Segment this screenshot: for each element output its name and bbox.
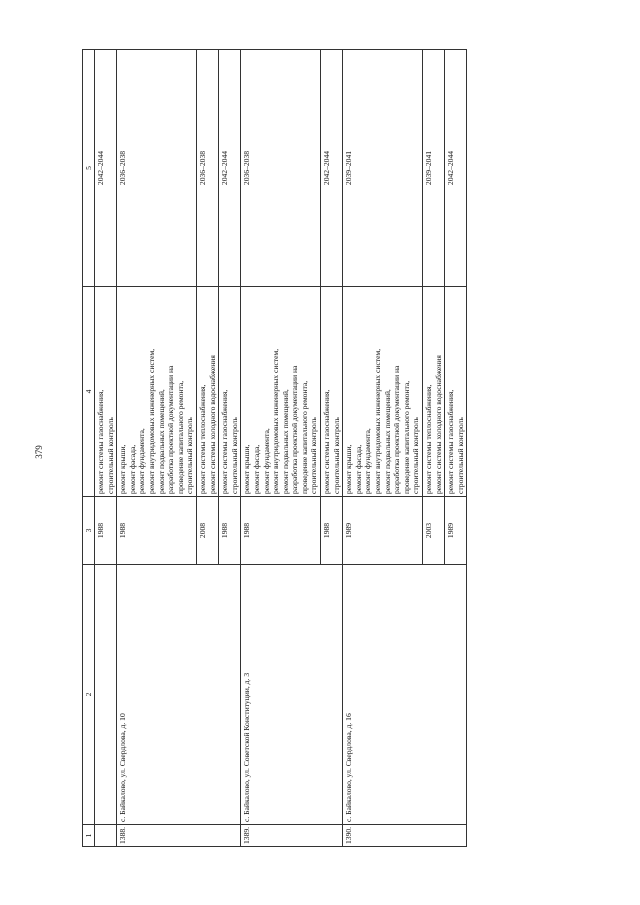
address-cell: с. Байкалово, ул. Советской Конституции, д. 3 [241,565,343,825]
work-item: ремонт системы теплоснабжения, [197,384,207,494]
work-item: ремонт системы теплоснабжения, [424,384,433,494]
works-cell [321,287,343,497]
work-item: разработка проектной документации на [392,365,402,494]
table-row [343,50,423,847]
work-item: ремонт фасада, [127,444,137,494]
works-cell [117,287,197,497]
table-body [95,50,467,847]
address-cell: с. Байкалово, ул. Свердлова, д. 10 [117,565,241,825]
work-item: строительный контроль [105,417,115,494]
build-year-cell: 2008 [196,497,218,565]
work-item: ремонт подвальных помещений, [280,389,290,494]
header-col-1: 1 [83,825,95,847]
period-cell: 2042–2044 [321,50,343,287]
rotated-table-container [82,50,562,847]
repair-schedule-table [82,49,467,847]
build-year-cell: 1989 [343,497,423,565]
header-col-3: 3 [83,497,95,565]
period-cell: 2036–2038 [196,50,218,287]
work-item: строительный контроль [185,417,195,494]
header-col-5: 5 [83,50,95,287]
build-year-cell: 2003 [423,497,445,565]
address-cell: с. Байкалово, ул. Свердлова, д. 16 [343,565,467,825]
period-cell: 2042–2044 [445,50,467,287]
work-item: строительный контроль [331,417,341,494]
work-item: ремонт фасада, [251,444,261,494]
work-item: разработка проектной документации на [290,365,300,494]
work-item: ремонт внутридомовых инженерных систем, [146,348,156,494]
works-cell [241,287,321,497]
work-item: проведение капитального ремонта, [175,380,185,494]
header-col-4: 4 [83,287,95,497]
table-row [95,50,117,847]
work-item: ремонт системы газоснабжения, [446,389,456,494]
work-item: ремонт подвальных помещений, [382,389,392,494]
work-item: строительный контроль [229,417,239,494]
period-cell: 2042–2044 [219,50,241,287]
build-year-cell: 1988 [321,497,343,565]
period-cell: 2039–2041 [343,50,423,287]
work-item: ремонт внутридомовых инженерных систем, [271,348,281,494]
page-number: 379 [34,445,44,459]
works-cell [219,287,241,497]
build-year-cell: 1989 [445,497,467,565]
header-col-2: 2 [83,565,95,825]
work-item: строительный контроль [455,417,465,494]
build-year-cell: 1988 [241,497,321,565]
work-item: ремонт внутридомовых инженерных систем, [373,348,383,494]
work-item: проведение капитального ремонта, [401,380,411,494]
work-item: ремонт подвальных помещений, [156,389,166,494]
work-item: ремонт крыши, [242,444,252,494]
work-item: ремонт системы холодного водоснабжения [207,355,217,494]
work-item: ремонт фундамента, [363,428,373,494]
period-cell: 2039–2041 [423,50,445,287]
works-cell [445,287,467,497]
work-item: ремонт фасада, [353,444,363,494]
work-item: ремонт системы холодного водоснабжения [433,355,443,494]
period-cell: 2042–2044 [95,50,117,287]
work-item: ремонт крыши, [344,444,354,494]
period-cell: 2036–2038 [241,50,321,287]
build-year-cell: 1988 [219,497,241,565]
work-item: разработка проектной документации на [166,365,176,494]
table-row [117,50,197,847]
build-year-cell: 1988 [95,497,117,565]
work-item: ремонт фундамента, [137,428,147,494]
row-number [95,825,117,847]
row-number: 1388. [117,825,241,847]
table-row [241,50,321,847]
work-item: проведение капитального ремонта, [299,380,309,494]
works-cell [95,287,117,497]
work-item: строительный контроль [411,417,421,494]
row-number: 1390. [343,825,467,847]
work-item: ремонт крыши, [118,444,128,494]
work-item: ремонт фундамента, [261,428,271,494]
address-cell [95,565,117,825]
work-item: ремонт системы газоснабжения, [220,389,230,494]
work-item: ремонт системы газоснабжения, [322,389,332,494]
work-item: строительный контроль [309,417,319,494]
work-item: ремонт системы газоснабжения, [96,389,105,494]
period-cell: 2036–2038 [117,50,197,287]
works-cell [423,287,445,497]
build-year-cell: 1988 [117,497,197,565]
header-row [83,50,95,847]
row-number: 1389. [241,825,343,847]
works-cell [343,287,423,497]
works-cell [196,287,218,497]
